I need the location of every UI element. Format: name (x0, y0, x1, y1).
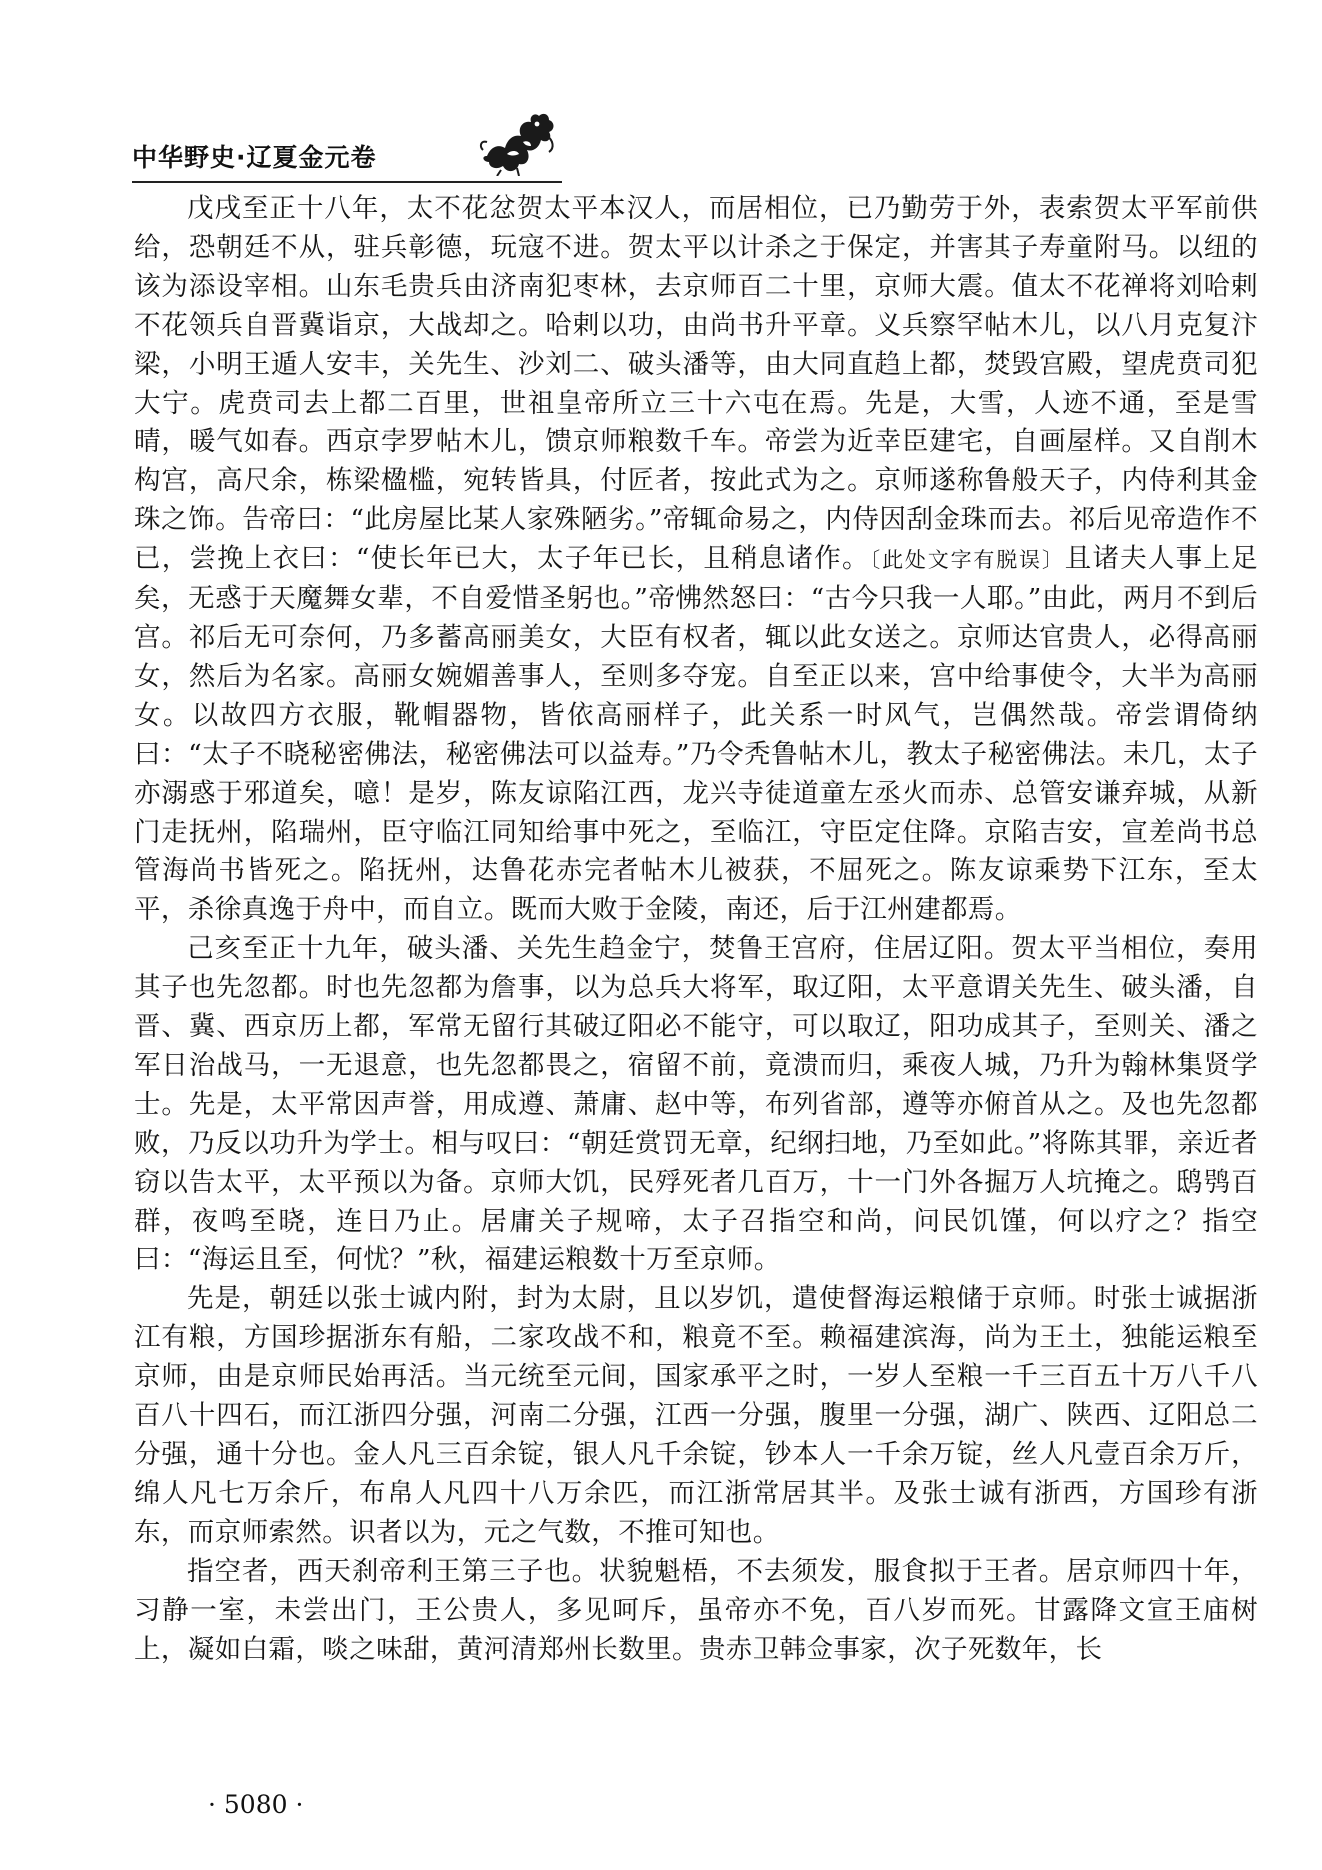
dragon-icon (477, 110, 557, 176)
paragraph-text: 先是，朝廷以张士诚内附，封为太尉，且以岁饥，遣使督海运粮储于京师。时张士诚据浙江有粮，方国珍据浙东有船，二家攻战不和，粮竟不至。赖福建滨海，尚为王土，独能运粮至京师，由是京师民始再活。当元统至元间，国家承平之时，一岁人至粮一千三百五十万八千八百八十四石，而江浙四分强，河南二分强，江西一分强，腹里一分强，湖广、陕西、辽阳总二分强，通十分也。金人凡三百余锭，银人凡千余锭，钞本人一千余万锭，丝人凡壹百余万斤，绵人凡七万余斤，布帛人凡四十八万余匹，而江浙常居其半。及张士诚有浙西，方国珍有浙东，而京师索然。识者以为，元之气数，不推可知也。 (134, 1283, 1258, 1548)
header-rule (132, 181, 562, 183)
page-number-text: · 5080 · (208, 1790, 304, 1819)
body-text (134, 190, 1258, 1669)
paragraph-text: 己亥至正十九年，破头潘、关先生趋金宁，焚鲁王宫府，住居辽阳。贺太平当相位，奏用其子也先忽都。时也先忽都为詹事，以为总兵大将军，取辽阳，太平意谓关先生、破头潘，自晋、冀、西京历上都，军常无留行其破辽阳必不能守，可以取辽，阳功成其子，至则关、潘之军日治战马，一无退意，也先忽都畏之，宿留不前，竟溃而归，乘夜人城，乃升为翰林集贤学士。先是，太平常因声誉，用成遵、萧庸、赵中等，布列省部，遵等亦俯首从之。及也先忽都败，乃反以功升为学士。相与叹曰：“朝廷赏罚无章，纪纲扫地，乃至如此。”将陈其罪，亲近者窃以告太平，太平预以为备。京师大饥，民殍死者几百万，十一门外各掘万人坑掩之。鸱鸮百群，夜鸣至晓，连日乃止。居庸关子规啼，太子召指空和尚，问民饥馑，何以疗之？指空曰：“海运且至，何忧？”秋，福建运粮数十万至京师。 (134, 933, 1258, 1276)
paragraph-text: 指空者，西天刹帝利王第三子也。状貌魁梧，不去须发，服食拟于王者。居京师四十年，习静一室，未尝出门，王公贵人，多见呵斥，虽帝亦不免，百八岁而死。甘露降文宣王庙树上，凝如白霜，啖之味甜，黄河清郑州长数里。贵赤卫韩佥事家，次子死数年，长 (134, 1555, 1258, 1665)
header-title: 中华野史·辽夏金元卷 (132, 143, 377, 172)
editorial-note: 〔此处文字有脱误〕 (869, 548, 1065, 573)
paragraph (134, 1280, 1258, 1552)
paragraph-text: 戊戌至正十八年，太不花忿贺太平本汉人，而居相位，已乃勤劳于外，表索贺太平军前供给，恐朝廷不从，驻兵彰德，玩寇不进。贺太平以计杀之于保定，并害其子寿童附马。以纽的该为添设宰相。山东毛贵兵由济南犯枣林，去京师百二十里，京师大震。值太不花禅将刘哈剌不花领兵自晋冀诣京，大战却之。哈剌以功，由尚书升平章。义兵察罕帖木儿，以八月克复汴梁，小明王遁人安丰，关先生、沙刘二、破头潘等，由大同直趋上都，焚毁宫殿，望虎贲司犯大宁。虎贲司去上都二百里，世祖皇帝所立三十六屯在焉。先是，大雪，人迹不通，至是雪晴，暖气如春。西京孛罗帖木儿，馈京师粮数千车。帝尝为近幸臣建宅，自画屋样。又自削木构宫，高尺余，栋梁楹槛，宛转皆具，付匠者，按此式为之。京师遂称鲁般天子，内侍利其金珠之饰。告帝曰：“此房屋比某人家殊陋劣。”帝辄命易之，内侍因刮金珠而去。祁后见帝造作不已，尝挽上衣曰：“使长年已大，太子年已长，且稍息诸作。 (134, 193, 1258, 575)
paragraph (134, 1553, 1258, 1670)
paragraph (134, 930, 1258, 1280)
paragraph-text: 且诸夫人事上足矣，无惑于天魔舞女辈，不自爱惜圣躬也。”帝怫然怒曰：“古今只我一人耶。”由此，两月不到后宫。祁后无可奈何，乃多蓄高丽美女，大臣有权者，辄以此女送之。京师达官贵人，必得高丽女，然后为名家。高丽女婉媚善事人，至则多夺宠。自至正以来，宫中给事使令，大半为高丽女。以故四方衣服，靴帽器物，皆依高丽样子，此关系一时风气，岂偶然哉。帝尝谓倚纳曰：“太子不晓秘密佛法，秘密佛法可以益寿。”乃令秃鲁帖木儿，教太子秘密佛法。未几，太子亦溺惑于邪道矣，噫！是岁，陈友谅陷江西，龙兴寺徒道童左丞火而赤、总管安谦弃城，从新门走抚州，陷瑞州，臣守临江同知给事中死之，至临江，守臣定住降。京陷吉安，宣差尚书总管海尚书皆死之。陷抚州，达鲁花赤完者帖木儿被获，不屈死之。陈友谅乘势下江东，至太平，杀徐真逸于舟中，而自立。既而大败于金陵，南还，后于江州建都焉。 (134, 543, 1258, 926)
paragraph (134, 190, 1258, 930)
running-header (132, 110, 562, 182)
